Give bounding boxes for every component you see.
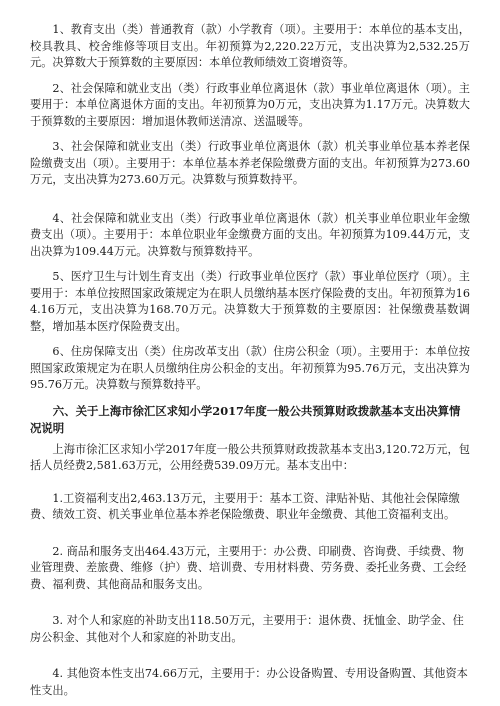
expense-paragraph-5: 5、医疗卫生与计划生育支出（类）行政事业单位医疗（款）事业单位医疗（项）。主要用于：本单位按照国家政策规定为在职人员缴纳基本医疗保险费的支出。年初预算为164.16万元，支出决算为168.70万元。决算数大于预算数的主要原因：社保缴费基数调整，增加基本医疗保险费支出。 <box>30 270 470 333</box>
basic-expense-summary: 上海市徐汇区求知小学2017年度一般公共预算财政拨款基本支出3,120.72万元，包括人员经费2,581.63万元，公用经费539.09万元。基本支出中： <box>30 442 470 472</box>
expense-paragraph-4: 4、社会保障和就业支出（类）行政事业单位离退休（款）机关事业单位职业年金缴费支出（项）。主要用于：本单位职业年金缴费方面的支出。年初预算为109.44万元，支出决算为109.44万元。决算数与预算数持平。 <box>30 211 470 258</box>
basic-expense-item-2: 2. 商品和服务支出464.43万元，主要用于：办公费、印刷费、咨询费、手续费、物业管理费、差旅费、维修（护）费、培训费、专用材料费、劳务费、委托业务费、工会经费、福利费、其他商品和服务支出。 <box>30 544 467 591</box>
basic-expense-item-3: 3. 对个人和家庭的补助支出118.50万元，主要用于：退休费、抚恤金、助学金、住房公积金、其他对个人和家庭的补助支出。 <box>30 614 464 644</box>
expense-paragraph-2: 2、社会保障和就业支出（类）行政事业单位离退休（款）事业单位离退休（项）。主要用于：本单位离退休方面的支出。年初预算为0万元，支出决算为1.17万元。决算数大于预算数的主要原因：增加退休教师送清凉、送温暖等。 <box>30 81 470 128</box>
expense-paragraph-1: 1、教育支出（类）普通教育（款）小学教育（项）。主要用于：本单位的基本支出，校具教具、校舍维修等项目支出。年初预算为2,220.22万元，支出决算为2,532.25万元。决算数大于预算数的主要原因：本单位教师绩效工资增资等。 <box>30 23 470 69</box>
expense-paragraph-6: 6、住房保障支出（类）住房改革支出（款）住房公积金（项）。主要用于：本单位按照国家政策规定为在职人员缴纳住房公积金的支出。年初预算为95.76万元，支出决算为95.76万元。决算数与预算数持平。 <box>30 345 470 391</box>
section-heading: 六、关于上海市徐汇区求知小学2017年度一般公共预算财政拨款基本支出决算情况说明 <box>30 403 461 435</box>
basic-expense-item-4: 4. 其他资本性支出74.66万元，主要用于：办公设备购置、专用设备购置、其他资本性支出。 <box>30 667 468 697</box>
basic-expense-item-1: 1.工资福利支出2,463.13万元，主要用于：基本工资、津贴补贴、其他社会保障缴费、绩效工资、机关事业单位基本养老保险缴费、职业年金缴费、其他工资福利支出。 <box>30 491 460 521</box>
expense-paragraph-3: 3、社会保障和就业支出（类）行政事业单位离退休（款）机关事业单位基本养老保险缴费支出（项）。主要用于：本单位基本养老保险缴费方面的支出。年初预算为273.60万元，支出决算为273.60万元。决算数与预算数持平。 <box>30 140 470 186</box>
